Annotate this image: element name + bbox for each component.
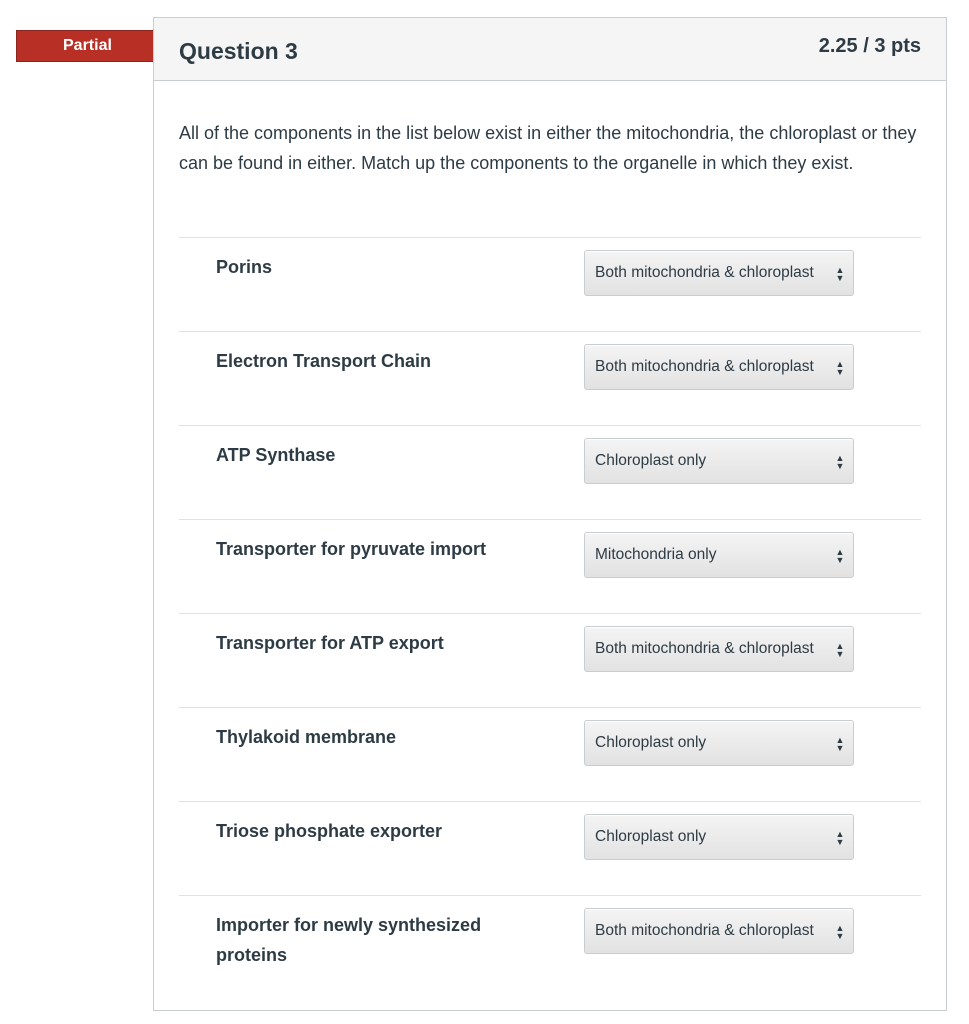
answer-row: [179, 331, 921, 425]
up-down-arrows-icon: ▲ ▼: [835, 641, 845, 659]
answer-row: [179, 895, 921, 989]
answer-row: [179, 801, 921, 895]
question-card: [153, 17, 947, 1011]
up-down-arrows-icon: ▲ ▼: [835, 359, 845, 377]
answer-label: Triose phosphate exporter: [216, 821, 443, 841]
answer-select[interactable]: [584, 344, 854, 390]
answer-select-value: Both mitochondria & chloroplast: [595, 640, 814, 657]
answer-label: Transporter for pyruvate import: [216, 539, 487, 559]
answer-select-value: Mitochondria only: [595, 546, 717, 563]
answer-select[interactable]: [584, 908, 854, 954]
partial-badge: [16, 30, 158, 62]
answer-select-value: Chloroplast only: [595, 828, 707, 845]
up-down-arrows-icon: ▲ ▼: [835, 829, 845, 847]
answer-label: Importer for newly synthesized proteins: [216, 915, 482, 965]
answer-select-value: Both mitochondria & chloroplast: [595, 922, 814, 939]
answer-select[interactable]: [584, 438, 854, 484]
answer-row: [179, 613, 921, 707]
answer-select[interactable]: [584, 250, 854, 296]
question-title: Question 3: [179, 38, 298, 64]
question-text: All of the components in the list below exist in either the mitochondria, the chloroplast or they can be found in either. Match up the components to the organelle in which they exist.: [179, 123, 917, 173]
answer-row: [179, 425, 921, 519]
answer-label: Porins: [216, 257, 273, 277]
up-down-arrows-icon: ▲ ▼: [835, 547, 845, 565]
answer-label: Transporter for ATP export: [216, 633, 444, 653]
answer-label: ATP Synthase: [216, 445, 336, 465]
answer-row: [179, 237, 921, 331]
answer-select[interactable]: [584, 814, 854, 860]
answer-row: [179, 707, 921, 801]
up-down-arrows-icon: ▲ ▼: [835, 923, 845, 941]
answer-list: [179, 237, 921, 989]
up-down-arrows-icon: ▲ ▼: [835, 265, 845, 283]
answer-label: Electron Transport Chain: [216, 351, 432, 371]
up-down-arrows-icon: ▲ ▼: [835, 453, 845, 471]
answer-select[interactable]: [584, 532, 854, 578]
answer-select[interactable]: [584, 626, 854, 672]
partial-badge-label: Partial: [63, 37, 112, 54]
answer-label: Thylakoid membrane: [216, 727, 397, 747]
answer-select-value: Chloroplast only: [595, 734, 707, 751]
question-points: 2.25 / 3 pts: [818, 35, 921, 57]
answer-select-value: Both mitochondria & chloroplast: [595, 358, 814, 375]
question-header: [154, 18, 946, 81]
answer-select[interactable]: [584, 720, 854, 766]
answer-select-value: Chloroplast only: [595, 452, 707, 469]
up-down-arrows-icon: ▲ ▼: [835, 735, 845, 753]
answer-select-value: Both mitochondria & chloroplast: [595, 264, 814, 281]
answer-row: [179, 519, 921, 613]
